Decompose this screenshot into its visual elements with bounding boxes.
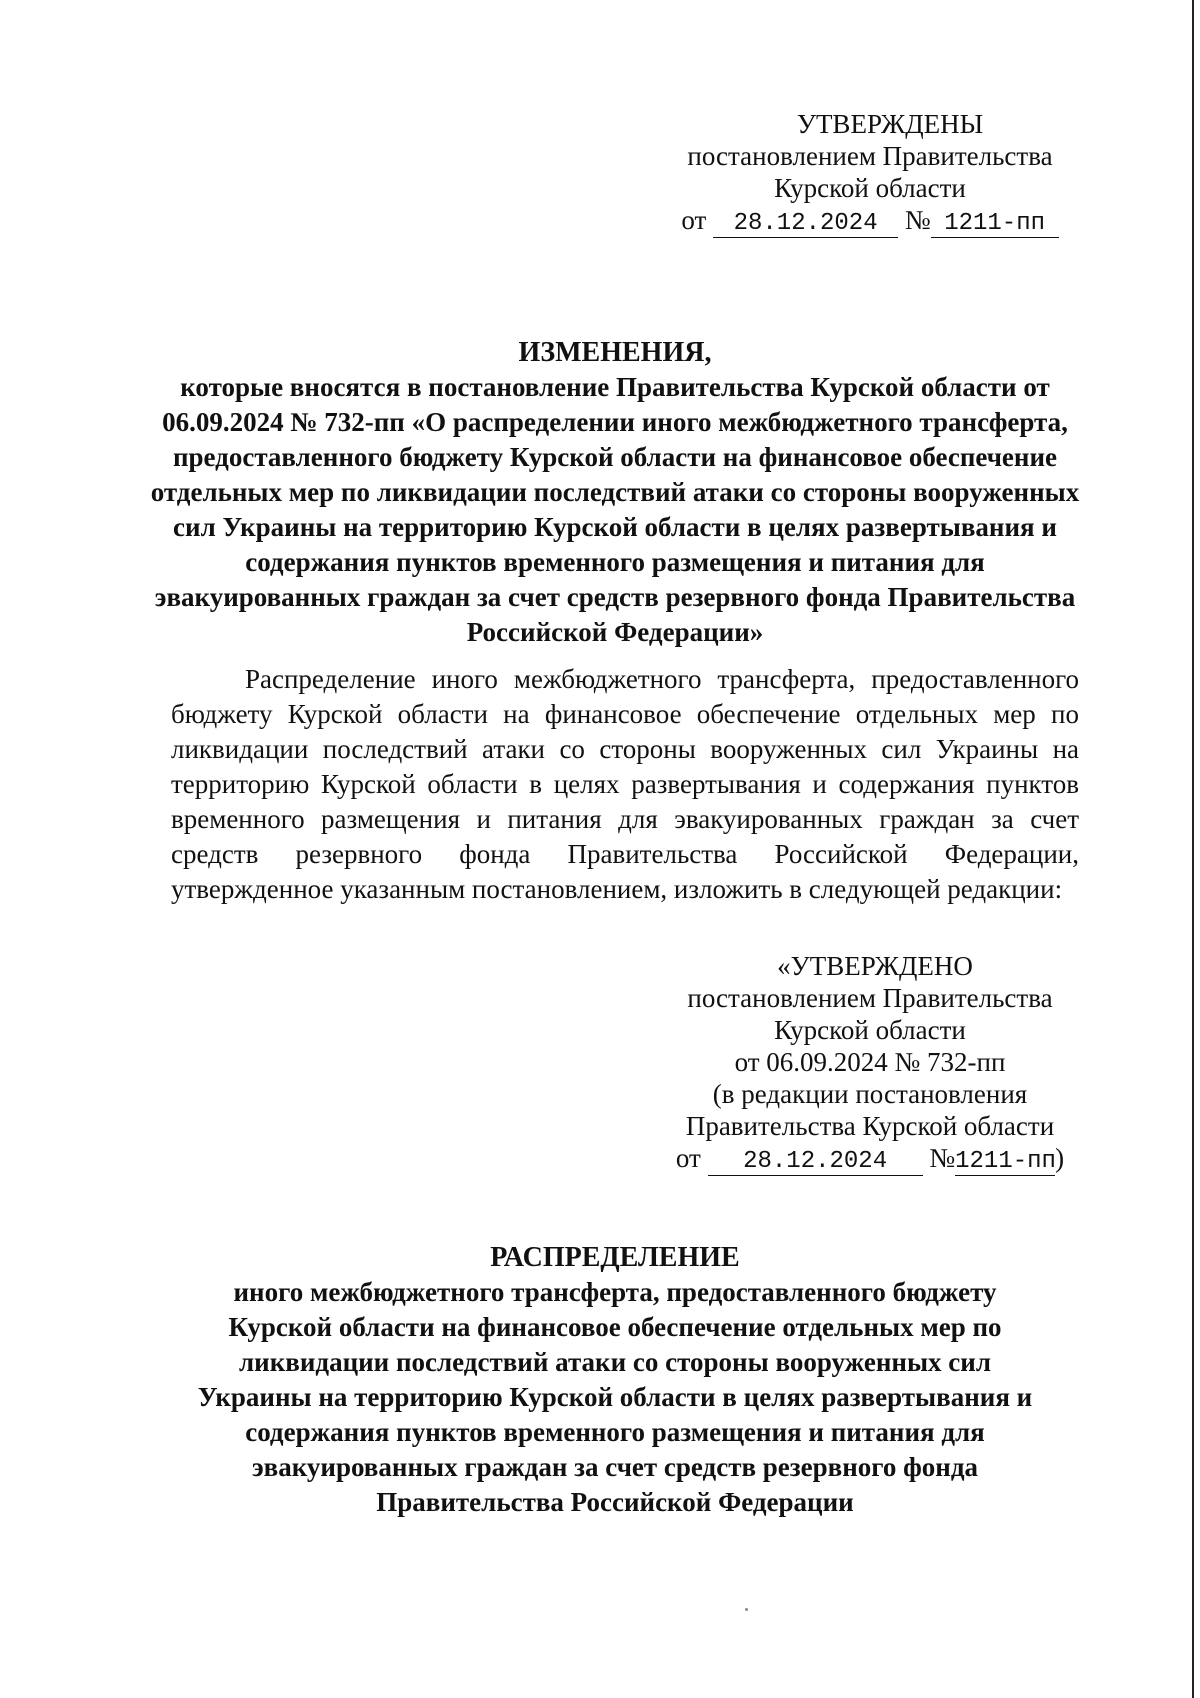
distribution-line: содержания пунктов временного размещения и питания для <box>245 1417 985 1447</box>
distribution-line: ликвидации последствий атаки со стороны вооруженных сил <box>239 1347 991 1377</box>
distribution-title: РАСПРЕДЕЛЕНИЕ <box>490 1242 740 1273</box>
distribution-heading <box>150 1240 1080 1520</box>
approval-date-line <box>660 1142 1080 1176</box>
distribution-line: Правительства Российской Федерации <box>376 1487 854 1517</box>
approval-line: от 06.09.2024 № 732-пп <box>734 1047 1006 1077</box>
date-prefix: от <box>681 205 707 235</box>
approval-line: (в редакции постановления <box>712 1079 1028 1109</box>
approval-block-revised <box>660 950 1080 1176</box>
changes-heading <box>150 335 1080 650</box>
approval-date: 28.12.2024 <box>713 211 898 238</box>
body-paragraph: Распределение иного межбюджетного трансферта, предоставленного бюджету Курской области на финансовое обеспечение отдельных мер по ликвидации последствий атаки со стороны вооруженных сил Украины на территорию Курской области в целях развертывания и содержания пунктов временного размещения и питания для эвакуированных граждан за счет средств резервного фонда Правительства Российской Федерации, утвержденное указанным постановлением, изложить в следующей редакции: <box>171 664 1079 904</box>
approval-line: постановлением Правительства <box>687 141 1053 171</box>
changes-heading-text: которые вносятся в постановление Правительства Курской области от 06.09.2024 № 732-пп «О распределении иного межбюджетного трансферта, предоставленного бюджету Курской области на финансовое обеспечение отдельных мер по ликвидации последствий атаки со стороны вооруженных сил Украины на территорию Курской области в целях развертывания и содержания пунктов временного размещения и питания для эвакуированных граждан за счет средств резервного фонда Правительства Российской Федерации» <box>150 372 1080 647</box>
changes-title: ИЗМЕНЕНИЯ, <box>518 337 712 368</box>
approval-number: 1211-пп <box>931 211 1059 238</box>
approval-line: Курской области <box>774 173 966 203</box>
approval-line: Правительства Курской области <box>685 1111 1055 1141</box>
approval-title: «УТВЕРЖДЕНО <box>777 951 973 981</box>
approval-line: постановлением Правительства <box>687 983 1053 1013</box>
number-prefix: № <box>929 1143 956 1173</box>
scan-speck <box>745 1608 748 1611</box>
approval-block <box>660 108 1080 238</box>
approval-date: 28.12.2024 <box>708 1149 923 1176</box>
scan-edge <box>1192 0 1194 1698</box>
approval-title: УТВЕРЖДЕНЫ <box>796 109 984 139</box>
closing-paren: ) <box>1055 1143 1065 1173</box>
distribution-line: эвакуированных граждан за счет средств резервного фонда <box>251 1452 979 1482</box>
distribution-line: Украины на территорию Курской области в целях развертывания и <box>197 1382 1033 1412</box>
approval-number: 1211-пп <box>955 1148 1056 1175</box>
approval-date-line <box>660 204 1080 238</box>
date-prefix: от <box>675 1143 701 1173</box>
number-prefix: № <box>904 205 931 235</box>
distribution-line: Курской области на финансовое обеспечение отдельных мер по <box>228 1312 1002 1342</box>
distribution-line: иного межбюджетного трансферта, предоставленного бюджету <box>233 1277 997 1307</box>
approval-line: Курской области <box>774 1015 966 1045</box>
